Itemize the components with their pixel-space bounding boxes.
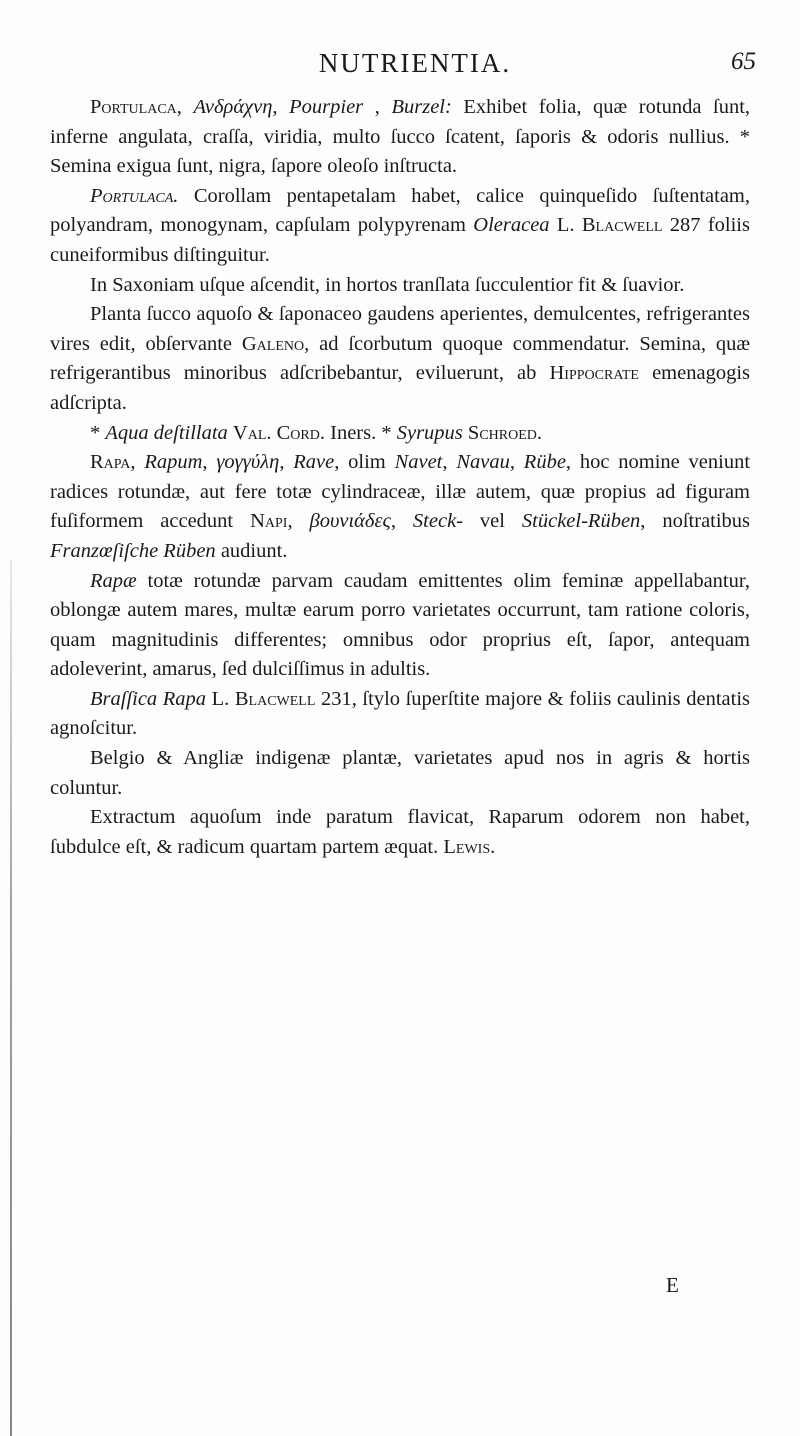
text-segment: Rave <box>293 451 335 474</box>
text-segment: , <box>363 96 392 118</box>
text-segment: Franzœſiſche Rüben <box>50 539 216 562</box>
text-segment: Rapum <box>144 451 203 474</box>
text-segment: Braſſica Rapa <box>90 687 207 710</box>
catchword: E <box>666 1273 679 1297</box>
text-segment: Exhibet folia, quæ rotunda ſunt, inferne angulata, craſſa, viridia, multo ſucco ſcatent, ſaporis & odoris nullius. * Semina exigua ſunt, nigra, ſapore oleoſo inſtructa. <box>50 96 751 178</box>
text-segment: Syrupus <box>396 421 463 444</box>
paragraph <box>50 300 750 418</box>
text-segment: Rapa <box>90 451 131 474</box>
text-segment: , hoc nomine veniunt radices rotundæ, aut fere totæ cylindraceæ, illæ autem, quæ propius ad figuram fuſiformem accedunt <box>50 451 751 533</box>
text-segment: , <box>176 96 194 118</box>
paragraph <box>50 803 750 862</box>
text-segment: Aqua deſtillata <box>105 421 228 444</box>
text-segment: Extractum aquoſum inde paratum flavicat, Raparum odorem non habet, ſubdulce eſt, & radicum quartam partem æquat. <box>50 806 750 858</box>
page-header <box>0 44 800 84</box>
text-segment: 231, ſtylo ſuperſtite majore & foliis caulinis dentatis agnoſcitur. <box>50 687 750 740</box>
text-segment: L. <box>549 214 582 237</box>
text-segment: , <box>272 96 290 118</box>
page-number: 65 <box>731 48 756 75</box>
text-segment: , <box>287 510 310 533</box>
paragraph <box>50 93 750 182</box>
text-segment: Corollam pentapetalam habet, calice quinqueſido ſuſtentatam, polyandram, monogynam, capſulam polypyrenam <box>50 184 750 237</box>
text-segment: Rübe <box>523 451 566 474</box>
text-segment: , ad ſcorbutum quoque commendatur. Semina, quæ refrigerantibus minoribus adſcribebantur, eviluerunt, ab <box>50 332 750 385</box>
text-segment: Val. Cord. <box>232 421 325 444</box>
text-segment: Burzel: <box>391 96 452 118</box>
text-segment: totæ rotundæ parvam caudam emittentes olim feminæ appellabantur, oblongæ autem mares, multæ earum porro varietates occurrunt, tam ratione coloris, quam magnitudinis differentes; omnibus odor proprius eſt, ſapor, antequam adoleverint, amarus, ſed dulciſſimus in adultis. <box>50 569 750 681</box>
text-segment: vel <box>463 510 522 533</box>
text-segment: Iners. * <box>325 421 397 444</box>
text-segment: , noſtratibus <box>640 510 751 533</box>
paragraph <box>50 419 750 449</box>
text-segment: , <box>390 510 413 533</box>
text-segment: Galeno <box>241 332 305 355</box>
text-segment: audiunt. <box>215 539 288 562</box>
text-segment: Hippocrate <box>549 362 639 385</box>
text-segment: , <box>509 451 524 474</box>
text-segment: , <box>130 451 145 474</box>
text-segment: * <box>90 421 106 444</box>
text-segment: . <box>490 835 496 858</box>
text-segment: Schroed. <box>467 421 543 444</box>
text-segment: Oleracea <box>473 214 550 237</box>
text-segment: L. <box>206 687 235 710</box>
text-segment: Navet <box>394 451 443 474</box>
running-head: NUTRIENTIA. <box>318 48 512 78</box>
paragraph <box>50 448 750 566</box>
text-segment: Planta ſucco aquoſo & ſaponaceo gaudens aperientes, demulcentes, refrigerantes vires edit, obſervante <box>50 303 750 355</box>
text-segment: In Saxoniam uſque aſcendit, in hortos tranſlata ſucculentior fit & ſuavior. <box>90 273 685 296</box>
paragraph <box>50 744 750 803</box>
text-segment: βουνιάδες <box>309 510 391 533</box>
text-segment: γογγύλη <box>216 451 280 474</box>
text-segment: Blacwell <box>581 214 663 237</box>
paragraph <box>50 271 750 301</box>
text-segment: Pourpier <box>289 96 364 118</box>
text-segment: emenagogis adſcripta. <box>50 362 750 414</box>
text-segment: Ανδράχνη <box>193 96 273 118</box>
text-segment: Portulaca. <box>90 184 179 207</box>
text-segment: , <box>442 451 457 474</box>
text-segment: Portulaca <box>90 96 177 118</box>
text-segment: , <box>202 451 217 474</box>
text-segment: Rapæ <box>90 569 137 592</box>
text-segment: , olim <box>334 451 395 474</box>
text-segment: Stückel-Rüben <box>521 510 641 533</box>
text-segment: , <box>279 451 294 474</box>
text-segment: Belgio & Angliæ indigenæ plantæ, varietates apud nos in agris & hortis coluntur. <box>50 747 750 799</box>
text-segment: Blacwell <box>234 687 316 710</box>
text-segment: 287 foliis cuneiformibus diſtinguitur. <box>50 214 750 266</box>
page-binding-shadow <box>10 560 12 1436</box>
text-segment: Lewis <box>443 835 491 858</box>
paragraph <box>50 182 750 271</box>
body-text <box>50 93 750 862</box>
text-segment: Navau <box>456 451 510 474</box>
text-segment: Napi <box>250 510 288 533</box>
paragraph <box>50 685 750 744</box>
text-segment: Steck- <box>412 510 463 533</box>
paragraph <box>50 567 750 685</box>
